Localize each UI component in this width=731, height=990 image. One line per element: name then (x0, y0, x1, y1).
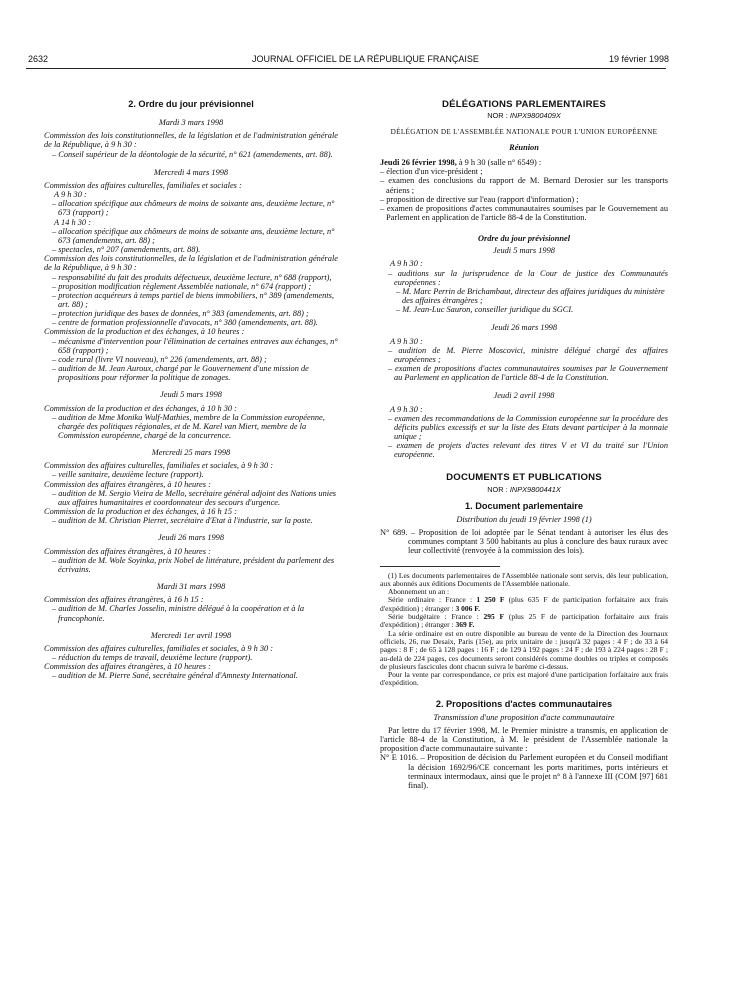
agenda-item: – examen des recommandations de la Commission européenne sur la procédure des déficits publics excessifs et sur la liste des Etats devant participer à la monnaie unique ; (388, 413, 668, 441)
agenda-item: – audition de M. Charles Josselin, ministre délégué à la coopération et à la francophonie. (52, 604, 305, 623)
committee-line: Commission des affaires étrangères, à 10 heures : (44, 662, 211, 672)
agenda-item: – examen de projets d'actes relevant des titres V et VI du traité sur l'Union européenne. (388, 441, 668, 460)
meeting-time: à 9 h 30 (salle n° 6549) : (456, 158, 542, 168)
distribution-line: Distribution du jeudi 19 février 1998 (1) (456, 514, 592, 524)
footnote-rule (380, 566, 500, 567)
day-date: Mercredi 25 mars 1998 (151, 448, 231, 458)
day-block (44, 448, 338, 525)
committee-line: Commission des lois constitutionnelles, de la législation et de l'administration générale de la République, à 9 h 30 : (44, 254, 338, 273)
page-header (0, 54, 731, 66)
issue-date: 19 février 1998 (608, 54, 669, 64)
committee-line: Commission des affaires étrangères, à 16 h 15 : (44, 595, 204, 605)
time-line: A 9 h 30 : (390, 336, 423, 346)
committee-line: Commission des lois constitutionnelles, de la législation et de l'administration générale de la République, à 9 h 30 : (44, 131, 338, 150)
day-block (44, 582, 338, 623)
agenda-item: – veille sanitaire, deuxième lecture (rapport). (52, 470, 204, 480)
section-title-ordre-du-jour: 2. Ordre du jour prévisionnel (128, 99, 254, 109)
footnote-text: Série budgétaire : France : (388, 612, 484, 622)
nor-reference (380, 485, 668, 494)
day-date: Mercredi 4 mars 1998 (153, 167, 229, 177)
agenda-item: – audition de M. Pierre Sané, secrétaire général d'Amnesty International. (52, 671, 298, 681)
footnote-paragraph: (1) Les documents parlementaires de l'Assemblée nationale sont servis, dès leur publication, aux abonnés aux éditions Documents de l'Assemblée nationale. (380, 570, 668, 588)
left-column (44, 100, 338, 680)
day-date: Mardi 31 mars 1998 (156, 582, 226, 592)
delegation-name: DÉLÉGATION DE L'ASSEMBLÉE NATIONALE POUR L'UNION EUROPÉENNE (390, 128, 658, 137)
day-date: Mercredi 1er avril 1998 (150, 630, 232, 640)
agenda-item: – Conseil supérieur de la déontologie de la sécurité, n° 621 (amendements, art. 88). (52, 149, 333, 159)
time-line: A 9 h 30 : (390, 259, 423, 269)
agenda-item: – audition de M. Sergio Vieira de Mello, secrétaire général adjoint des Nations unies aux affaires humanitaires et coordonnateur des secours d'urgence. (52, 488, 337, 507)
day-block (380, 391, 668, 459)
agenda-item: – réduction du temps de travail, deuxième lecture (rapport). (52, 652, 253, 662)
agenda-item: – protection juridique des bases de données, n° 383 (amendements, art. 88) ; (52, 309, 309, 319)
footnote-price: 1 250 F (476, 595, 505, 605)
agenda-item: – mécanisme d'intervention pour l'élimination de certaines entraves aux échanges, n° 658 (rapport) ; (52, 336, 338, 355)
day-block (380, 323, 668, 382)
transmission-subtitle: Transmission d'une proposition d'acte communautaire (433, 712, 615, 722)
agenda-item: – code rural (livre VI nouveau), n° 226 (amendements, art. 88) ; (52, 354, 267, 364)
day-block (44, 631, 338, 681)
section-title-delegations: DÉLÉGATIONS PARLEMENTAIRES (441, 99, 607, 110)
agenda-item: – audition de M. Jean Auroux, chargé par le Gouvernement d'une mission de propositions pour réformer la politique de zonages. (52, 364, 309, 383)
agenda-item: – audition de Mme Monika Wulf-Mathies, membre de la Commission européenne, chargée des politiques régionales, et de M. Karel van Miert, membre de la Commission européenne, chargé de la concurrence. (52, 412, 325, 440)
nor-label: NOR : (487, 111, 508, 121)
day-block (44, 390, 338, 440)
time-line: A 9 h 30 : (390, 404, 423, 414)
day-block (44, 533, 338, 574)
day-date: Jeudi 26 mars 1998 (490, 323, 558, 333)
committee-line: Commission des affaires culturelles, familiales et sociales : (44, 180, 242, 190)
time-line: A 9 h 30 : (54, 190, 87, 200)
agenda-item: – auditions sur la jurisprudence de la Cour de justice des Communautés européennes : (388, 268, 668, 287)
footnote-paragraph: La série ordinaire est en outre disponible au bureau de vente de la Direction des Journaux officiels, 26, rue Desaix, Paris (15e), au prix unitaire de : jusqu'à 32 pages : 4 F ; de 33 à 64 pages : 8 F ; de 65 à 128 pages : 16 F ; de 129 à 192 pages : 24 F ; de 193 à 224 pages : 28 F ; au-delà de 224 pages, ces documents seront considérés comme doubles ou triples et composés de plusieurs fascicules dont chacun suivra le barème ci-dessus. (380, 628, 668, 671)
day-date: Jeudi 2 avril 1998 (493, 391, 555, 401)
agenda-item: – spectacles, n° 207 (amendements, art. 88). (52, 245, 201, 255)
day-block (44, 118, 338, 159)
agenda-item: – protection acquéreurs à temps partiel de biens immobiliers, n° 389 (amendements, art. 88) ; (52, 290, 334, 309)
day-date: Jeudi 5 mars 1998 (160, 390, 222, 400)
day-date: Mardi 3 mars 1998 (158, 118, 224, 128)
footnote-paragraph: Abonnement un an : (388, 587, 450, 597)
agenda-item: – allocation spécifique aux chômeurs de moins de soixante ans, deuxième lecture, n° 673 (rapport) ; (52, 199, 335, 218)
meeting-line (380, 158, 668, 167)
agenda-item: – audition de M. Christian Pierret, secrétaire d'Etat à l'industrie, sur la poste. (52, 516, 313, 526)
subsection-title-document: 1. Document parlementaire (465, 500, 583, 511)
day-date: Jeudi 26 mars 1998 (157, 533, 225, 543)
nor-label: NOR : (487, 484, 508, 494)
nor-reference (380, 111, 668, 120)
agenda-item: – audition de M. Wole Soyinka, prix Nobel de littérature, président du parlement des écrivains. (52, 555, 335, 574)
footnote-price: 3 006 F. (455, 603, 481, 613)
right-column (380, 100, 668, 790)
meeting-item: – examen de propositions d'actes communautaires soumises par le Gouvernement au Parlement en application de l'article 88-4 de la Constitution. (380, 203, 668, 222)
footnote (380, 572, 668, 688)
section-title-documents: DOCUMENTS ET PUBLICATIONS (446, 472, 602, 484)
committee-line: Commission des affaires étrangères, à 10 heures : (44, 479, 211, 489)
odj-heading: Ordre du jour prévisionnel (477, 234, 571, 244)
document-entry: N° 689. – Proposition de loi adoptée par le Sénat tendant à autoriser les élus des communes comptant 3 500 habitants au plus à conclure des baux ruraux avec leur collectivité (renvoyée à la commission des lois). (380, 528, 668, 556)
agenda-item: – audition de M. Pierre Moscovici, ministre délégué chargé des affaires européennes ; (388, 345, 668, 364)
committee-line: Commission des affaires culturelles, familiales et sociales, à 9 h 30 : (44, 643, 274, 653)
footnote-text: (plus 25 F de participation forfaitaire aux frais d'expédition) ; étranger : (380, 612, 668, 630)
meeting-item: – élection d'un vice-président ; (380, 167, 483, 177)
day-date: Jeudi 5 mars 1998 (493, 246, 555, 256)
meeting-date: Jeudi 26 février 1998, (380, 158, 457, 168)
time-line: A 14 h 30 : (54, 217, 91, 227)
footnote-paragraph: Pour la vente par correspondance, ce prix est majoré d'une participation forfaitaire aux frais d'expédition. (380, 670, 668, 688)
reunion-heading: Réunion (509, 142, 539, 152)
meeting-item: – examen des conclusions du rapport de M. Bernard Derosier sur les transports aériens ; (380, 176, 668, 195)
agenda-subitem: – M. Marc Perrin de Brichambaut, directeur des affaires juridiques du ministère des affaires étrangères ; (396, 286, 665, 306)
committee-line: Commission de la production et des échanges, à 16 h 15 : (44, 507, 237, 517)
footnote-paragraph (380, 613, 668, 630)
proposition-entry: N° E 1016. – Proposition de décision du Parlement européen et du Conseil modifiant la décision 1692/96/CE concernant les ports maritimes, ports intérieurs et terminaux intermodaux, ainsi que le projet n° 8 à l'annexe III (COM [97] 681 final). (380, 753, 668, 790)
agenda-item: – examen de propositions d'actes communautaires soumises par le Gouvernement au Parlement en application de l'article 88-4 de la Constitution. (388, 364, 668, 383)
agenda-subitem: – M. Jean-Luc Sauron, conseiller juridique du SGCI. (396, 305, 574, 315)
footnote-text: Série ordinaire : France : (388, 595, 477, 605)
footnote-paragraph (380, 596, 668, 613)
committee-line: Commission des affaires culturelles, familiales et sociales, à 9 h 30 : (44, 461, 274, 471)
meeting-item: – proposition de directive sur l'eau (rapport d'information) ; (380, 194, 579, 204)
nor-code: INPX9800441X (509, 484, 561, 494)
transmission-paragraph: Par lettre du 17 février 1998, M. le Premier ministre a transmis, en application de l'article 88-4 de la Constitution, à M. le président de l'Assemblée nationale la proposition d'acte communautaire suivante : (380, 726, 668, 754)
committee-line: Commission de la production et des échanges, à 10 h 30 : (44, 403, 237, 413)
footnote-text: (plus 635 F de participation forfaitaire aux frais d'expédition) ; étranger : (380, 595, 668, 613)
agenda-item: – allocation spécifique aux chômeurs de moins de soixante ans, deuxième lecture, n° 673 (amendements, art. 88) ; (52, 226, 335, 245)
agenda-item: – centre de formation professionnelle d'avocats, n° 380 (amendements, art. 88). (52, 318, 318, 328)
footnote-price: 295 F (483, 612, 505, 622)
journal-title: JOURNAL OFFICIEL DE LA RÉPUBLIQUE FRANÇAISE (252, 54, 479, 64)
committee-line: Commission de la production et des échanges, à 10 heures : (44, 327, 245, 337)
page-number: 2632 (28, 54, 49, 64)
agenda-item: – proposition modification règlement Assemblée nationale, n° 674 (rapport) ; (52, 281, 312, 291)
footnote-price: 369 F. (455, 620, 475, 630)
subsection-title-propositions: 2. Propositions d'actes communautaires (435, 698, 613, 709)
header-rule (26, 68, 666, 69)
committee-line: Commission des affaires étrangères, à 10 heures : (44, 546, 211, 556)
day-block (44, 168, 338, 383)
day-block (380, 246, 668, 314)
agenda-item: – responsabilité du fait des produits défectueux, deuxième lecture, n° 688 (rapport), (52, 272, 332, 282)
nor-code: INPX9800409X (509, 111, 561, 121)
